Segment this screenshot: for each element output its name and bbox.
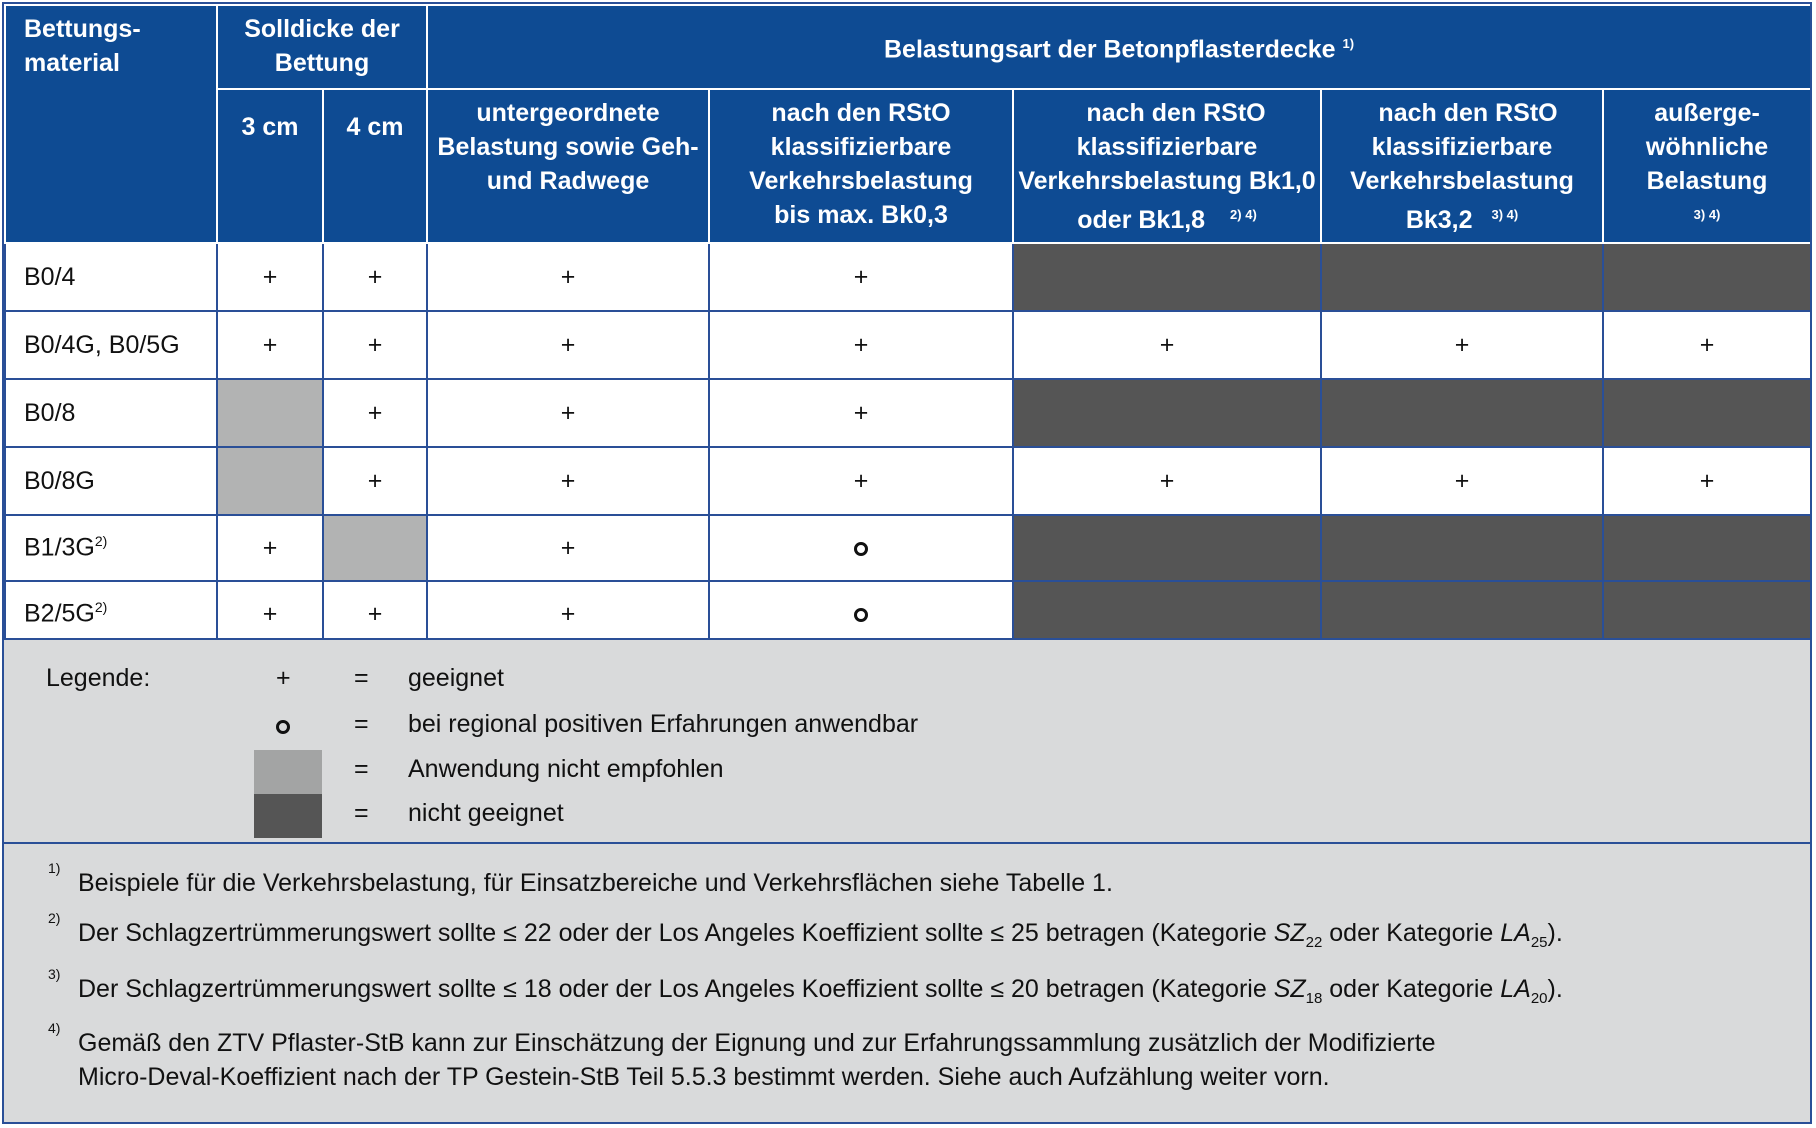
plus-symbol: + [1699, 466, 1715, 495]
footnote-3-number: 3) [48, 966, 61, 982]
footnote-1-number: 1) [48, 860, 61, 876]
legend-equals-3: = [354, 755, 369, 783]
header-load-text: Belastungsart der Betonpflasterdecke [884, 35, 1336, 64]
legend-panel [4, 638, 1810, 844]
row-label-text: B1/3G [24, 533, 95, 562]
header-load-5-footnote: 3) 4) [1693, 207, 1721, 222]
header-load-3-text: nach den RStO klassifizierbare Verkehrsbelastung Bk1,0 oder Bk1,8 [1018, 99, 1316, 235]
header-load-3 [1013, 89, 1321, 243]
row-label [5, 447, 217, 515]
plus-symbol: + [367, 466, 383, 495]
plus-symbol: + [560, 262, 576, 291]
cell-suitable [709, 311, 1013, 379]
legend-equals-1: = [354, 664, 369, 692]
table-row [5, 243, 1811, 311]
legend-suitable-text: geeignet [408, 664, 504, 692]
cell-not-recommended [217, 379, 323, 447]
plus-symbol: + [1159, 330, 1175, 359]
suitability-table-figure [2, 2, 1812, 1124]
cell-suitable [709, 243, 1013, 311]
table-body [5, 243, 1811, 647]
header-material [5, 5, 217, 243]
header-load-3-footnote: 2) 4) [1230, 207, 1257, 222]
legend-light-swatch [254, 750, 322, 794]
circle-symbol [854, 608, 868, 622]
plus-symbol: + [853, 398, 869, 427]
footnote-4-text: Gemäß den ZTV Pflaster-StB kann zur Einschätzung der Eignung und zur Erfahrungssammlung zusätzlich der Modifizierte Micro-Deval-Koeffizient nach der TP Gestein-StB Teil 5.5.3 bestimmt werden. Siehe auch Aufzählung weiter vorn. [78, 1029, 1436, 1091]
header-3cm [217, 89, 323, 243]
cell-suitable [323, 311, 427, 379]
header-load-4-text: nach den RStO klassifizierbare Verkehrsbelastung Bk3,2 [1350, 99, 1574, 235]
cell-suitable [1013, 311, 1321, 379]
plus-symbol: + [262, 262, 278, 291]
header-load-2-text: nach den RStO klassifizierbare Verkehrsbelastung bis max. Bk0,3 [749, 99, 973, 229]
plus-symbol: + [367, 262, 383, 291]
cell-suitable [1603, 447, 1811, 515]
row-label-text: B2/5G [24, 599, 95, 628]
header-load-1-text: untergeordnete Belastung sowie Geh- und Radwege [437, 99, 699, 195]
cell-suitable [427, 311, 709, 379]
cell-suitable [427, 515, 709, 581]
plus-symbol: + [367, 330, 383, 359]
header-load-1 [427, 89, 709, 243]
header-4cm [323, 89, 427, 243]
cell-suitable [323, 447, 427, 515]
plus-symbol: + [853, 262, 869, 291]
cell-suitable [323, 243, 427, 311]
legend-dark-swatch [254, 794, 322, 838]
bedding-material-table [4, 4, 1812, 648]
legend-not-recommended-text: Anwendung nicht empfohlen [408, 755, 724, 783]
cell-suitable [1321, 311, 1603, 379]
cell-suitable [427, 379, 709, 447]
header-load-footnote: 1) [1342, 36, 1355, 52]
header-load-4 [1321, 89, 1603, 243]
cell-not-suitable [1603, 243, 1811, 311]
footnotes-panel [4, 844, 1810, 1124]
row-label-text: B0/8G [24, 466, 95, 495]
footnote-2-text: Der Schlagzertrümmerungswert sollte ≤ 22 oder der Los Angeles Koeffizient sollte ≤ 25 betragen (Kategorie $SZ_{22}$ oder Kategorie $LA_{25}$). [78, 919, 1563, 951]
header-thickness [217, 5, 427, 89]
cell-suitable [217, 311, 323, 379]
footnote-2-number: 2) [48, 910, 61, 926]
cell-suitable [1321, 447, 1603, 515]
cell-regional [709, 515, 1013, 581]
cell-not-recommended [217, 447, 323, 515]
cell-suitable [427, 447, 709, 515]
cell-not-suitable [1013, 515, 1321, 581]
plus-symbol: + [1159, 466, 1175, 495]
cell-suitable [1603, 311, 1811, 379]
header-3cm-text: 3 cm [241, 113, 299, 141]
row-label [5, 243, 217, 311]
plus-symbol: + [853, 330, 869, 359]
footnote-1-text: Beispiele für die Verkehrsbelastung, für Einsatzbereiche und Verkehrsflächen siehe Tabelle 1. [78, 869, 1113, 897]
cell-not-suitable [1603, 515, 1811, 581]
footnote-4-number: 4) [48, 1020, 61, 1036]
row-label [5, 311, 217, 379]
cell-not-recommended [323, 515, 427, 581]
plus-symbol: + [560, 330, 576, 359]
table-row [5, 447, 1811, 515]
legend-equals-2: = [354, 710, 369, 738]
plus-symbol: + [1454, 466, 1470, 495]
row-label-text: B0/4G, B0/5G [24, 330, 180, 359]
header-load-2 [709, 89, 1013, 243]
header-thickness-text: Solldicke der Bettung [244, 15, 400, 77]
header-load-type [427, 5, 1811, 89]
table-row [5, 515, 1811, 581]
table-row [5, 311, 1811, 379]
cell-not-suitable [1603, 379, 1811, 447]
row-label-footnote: 2) [94, 599, 108, 616]
cell-suitable [1013, 447, 1321, 515]
cell-not-suitable [1321, 243, 1603, 311]
header-load-4-footnote: 3) 4) [1491, 207, 1519, 222]
plus-symbol: + [262, 330, 278, 359]
plus-symbol: + [367, 599, 383, 628]
cell-suitable [709, 447, 1013, 515]
plus-symbol: + [560, 533, 576, 562]
header-load-5-text: außerge- wöhnliche Belastung [1645, 99, 1769, 195]
cell-not-suitable [1321, 379, 1603, 447]
legend-regional-text: bei regional positiven Erfahrungen anwendbar [408, 710, 919, 738]
header-material-text: Bettungs- material [24, 15, 141, 77]
legend-title: Legende: [46, 664, 151, 692]
cell-suitable [217, 515, 323, 581]
cell-not-suitable [1013, 243, 1321, 311]
header-load-5 [1603, 89, 1811, 243]
legend-circle-symbol [276, 712, 290, 741]
plus-symbol: + [1699, 330, 1715, 359]
cell-not-suitable [1321, 515, 1603, 581]
cell-suitable [217, 243, 323, 311]
plus-symbol: + [560, 466, 576, 495]
legend-equals-4: = [354, 799, 369, 827]
footnote-3-text: Der Schlagzertrümmerungswert sollte ≤ 18 oder der Los Angeles Koeffizient sollte ≤ 20 betragen (Kategorie $SZ_{18}$ oder Kategorie $LA_{20}$). [78, 975, 1563, 1007]
row-label-footnote: 2) [94, 533, 108, 550]
row-label-text: B0/4 [24, 262, 76, 291]
cell-not-suitable [1013, 379, 1321, 447]
circle-symbol [854, 542, 868, 556]
plus-symbol: + [367, 398, 383, 427]
plus-symbol: + [560, 599, 576, 628]
legend-not-suitable-text: nicht geeignet [408, 799, 564, 827]
cell-suitable [709, 379, 1013, 447]
header-4cm-text: 4 cm [346, 113, 404, 141]
plus-symbol: + [262, 599, 278, 628]
plus-symbol: + [1454, 330, 1470, 359]
cell-suitable [323, 379, 427, 447]
plus-symbol: + [853, 466, 869, 495]
legend-plus-symbol: + [276, 664, 291, 692]
row-label [5, 379, 217, 447]
row-label-text: B0/8 [24, 398, 76, 427]
cell-suitable [427, 243, 709, 311]
table-row [5, 379, 1811, 447]
plus-symbol: + [262, 533, 278, 562]
row-label [5, 515, 217, 581]
plus-symbol: + [560, 398, 576, 427]
